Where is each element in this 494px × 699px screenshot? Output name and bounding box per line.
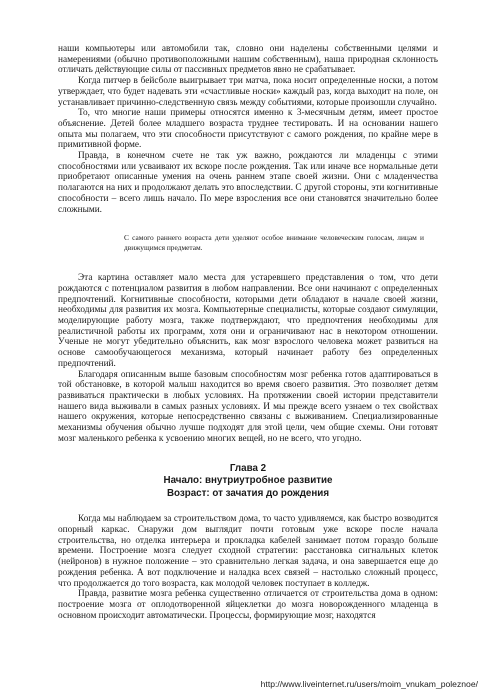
paragraph: Правда, развитие мозга ребенка существенно отличается от строительства дома в одном: построение мозга от оплодотворенной яйцеклетки до мозга новорожденного младенца в основном происходит автоматически. Процессы, формирующие мозг, находятся (58, 589, 438, 621)
chapter-number: Глава 2 (229, 462, 267, 474)
paragraph: Когда мы наблюдаем за строительством дома, то часто удивляемся, как быстро возводится опорный каркас. Снаружи дом выглядит почти готовым уже вскоре после начала строительства, но отделка интерьера и прокладка кабелей занимает потом гораздо больше времени. Построение мозга следует сходной стратегии: расстановка сигнальных клеток (нейронов) в нужное положение – это сравнительно легкая задача, и она завершается еще до рождения ребенка. А вот подключение и наладка всех связей – настолько сложный процесс, что продолжается до того возраста, как молодой человек поступает в колледж. (58, 514, 438, 589)
body-text (58, 44, 438, 621)
paragraph: Эта картина оставляет мало места для устаревшего представления о том, что дети рождаются с потенциалом развития в любом направлении. Все они начинают с определенных предпочтений. Когнитивные способности, которыми дети обладают в начале своей жизни, необходимы для развития их мозга. Компьютерные специалисты, которые создают симуляции, моделирующие работу мозга, также подтверждают, что предпочтения необходимы для реалистичной работы их программ, хотя они и ограничивают нас в некотором отношении. Ученые не могут убедительно объяснить, как мозг взрослого человека может развиться на основе самообучающегося механизма, который начинает работу без определенных предпочтений. (58, 273, 438, 369)
source-url[interactable]: http://www.liveinternet.ru/users/moim_vnukam_poleznoe/ (260, 679, 478, 689)
chapter-heading (58, 463, 438, 501)
paragraph: То, что многие наши примеры относятся именно к 3-месячным детям, имеет простое объяснение. Детей более младшего возраста труднее тестировать. И на основании нашего опыта мы полагаем, что эти способности присутствуют с самого рождения, по крайне мере в примитивной форме. (58, 108, 438, 151)
paragraph: Благодаря описанным выше базовым способностям мозг ребенка готов адаптироваться в той обстановке, в которой малыш находится во время своего развития. Это позволяет детям развиваться практически в любых условиях. На протяжении своей истории представители нашего вида выживали в самых разных условиях. И мы прежде всего узнаем о тех свойствах нашего окружения, которые непосредственно связаны с выживанием. Специализированные механизмы обучения обычно лучше подходят для этой цели, чем общие схемы. Они готовят мозг маленького ребенка к усвоению многих вещей, но не всего, что угодно. (58, 369, 438, 444)
pull-quote: С самого раннего возраста дети уделяют особое внимание человеческим голосам, лицам и движущимся предметам. (124, 233, 424, 253)
paragraph-continuation: наши компьютеры или автомобили так, словно они наделены собственными целями и намерениями (обычно противоположными нашим собственным), наша природная склонность отличать действующие силы от пассивных предметов явно не срабатывает. (58, 44, 438, 76)
chapter-title: Начало: внутриутробное развитие (163, 475, 333, 487)
paragraph: Когда питчер в бейсболе выигрывает три матча, пока носит определенные носки, а потом утверждает, что будет надевать эти «счастливые носки» каждый раз, когда выходит на поле, он устанавливает причинно-следственную связь между событиями, которые произошли случайно. (58, 76, 438, 108)
paragraph: Правда, в конечном счете не так уж важно, рождаются ли младенцы с этими способностями или усваивают их вскоре после рождения. Так или иначе все нормальные дети приобретают описанные умения на очень раннем этапе своей жизни. Они с младенчества полагаются на них и продолжают делать это впоследствии. С другой стороны, эти когнитивные способности – всего лишь начало. По мере взросления все они становятся значительно более сложными. (58, 151, 438, 215)
chapter-subtitle: Возраст: от зачатия до рождения (166, 487, 330, 499)
